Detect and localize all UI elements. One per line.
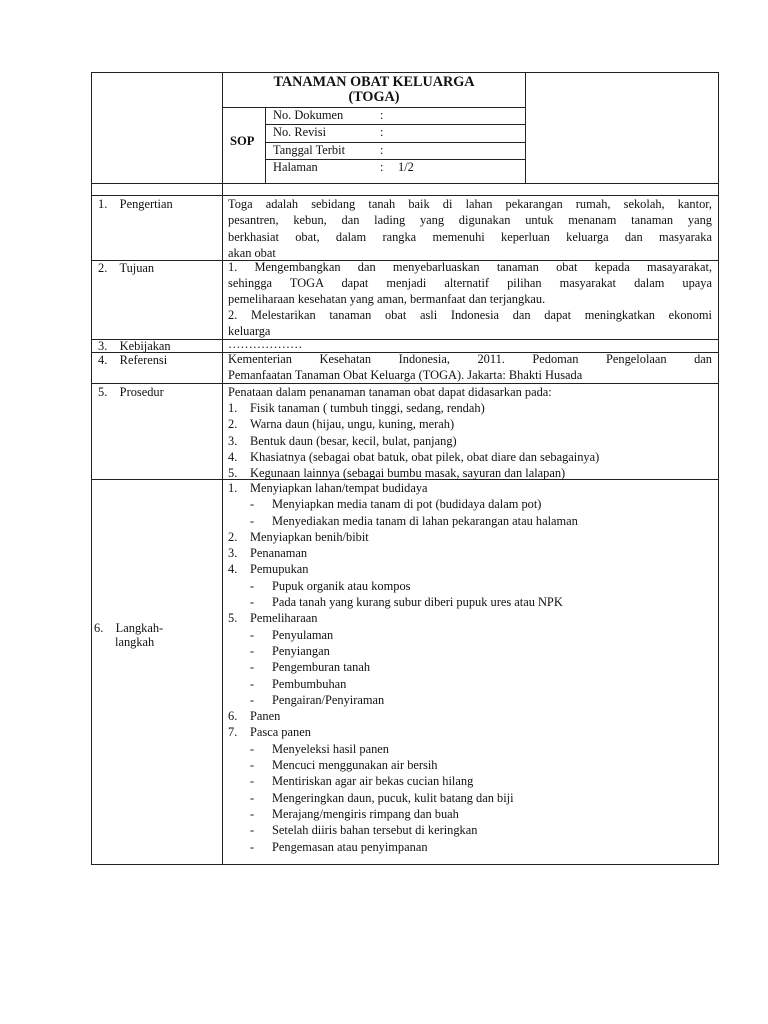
referensi-body xyxy=(228,352,712,383)
body-line: 1. Mengembangkan dan menyebarluaskan tanaman obat kepada masayarakat, xyxy=(228,260,712,274)
langkah-list xyxy=(228,480,712,855)
separator-tujuan xyxy=(91,339,718,340)
list-item xyxy=(228,480,712,496)
item-text: Mencuci menggunakan air bersih xyxy=(272,758,438,773)
section-label-line-2: langkah xyxy=(115,635,155,649)
item-number: 5. xyxy=(228,611,238,626)
item-bullet: - xyxy=(250,790,255,805)
sub-list-item xyxy=(228,643,712,659)
sub-list-item xyxy=(228,757,712,773)
field-value: 1/2 xyxy=(398,160,414,174)
item-text: Pembumbuhan xyxy=(272,676,347,691)
item-text: Penanaman xyxy=(250,546,308,561)
list-item xyxy=(228,545,712,561)
item-text: Warna daun (hijau, ungu, kuning, merah) xyxy=(250,417,455,432)
item-text: Menyediakan media tanam di lahan pekarangan atau halaman xyxy=(272,513,578,528)
body-line: Kementerian Kesehatan Indonesia, 2011. Pedoman Pengelolaan dan xyxy=(228,352,712,366)
field-label: No. Dokumen xyxy=(273,108,344,122)
item-text: Penyulaman xyxy=(272,627,334,642)
sub-list-item xyxy=(228,839,712,855)
item-bullet: - xyxy=(250,660,255,675)
item-bullet: - xyxy=(250,692,255,707)
field-sep: : xyxy=(380,143,384,157)
item-bullet: - xyxy=(250,513,255,528)
sub-list-item xyxy=(228,594,712,610)
item-text: Menyiapkan media tanam di pot (budidaya dalam pot) xyxy=(272,497,542,512)
item-bullet: - xyxy=(250,774,255,789)
title-line-2: (TOGA) xyxy=(348,89,400,105)
item-bullet: - xyxy=(250,578,255,593)
section-label-kebijakan: 3. Kebijakan xyxy=(98,339,171,353)
body-line: pemeliharaan kesehatan yang aman, bermanfaat dan terjangkau. xyxy=(228,292,546,306)
sub-list-item xyxy=(228,496,712,512)
sop-label: SOP xyxy=(230,134,255,148)
item-text: Pada tanah yang kurang subur diberi pupuk ures atau NPK xyxy=(272,595,563,610)
item-text: Pemeliharaan xyxy=(250,611,318,626)
item-number: 5. xyxy=(228,466,238,481)
field-label: Halaman xyxy=(273,160,318,174)
item-number: 1. xyxy=(228,481,238,495)
sub-list-item xyxy=(228,773,712,789)
list-item xyxy=(228,708,712,724)
table-border-top xyxy=(91,72,718,73)
item-number: 4. xyxy=(228,562,238,577)
item-bullet: - xyxy=(250,643,255,658)
prosedur-intro: Penataan dalam penanaman tanaman obat dapat didasarkan pada: xyxy=(228,385,552,399)
item-number: 3. xyxy=(228,546,238,561)
field-sep: : xyxy=(380,125,384,139)
sub-list-item xyxy=(228,578,712,594)
sub-list-item xyxy=(228,822,712,838)
sub-list-item xyxy=(228,513,712,529)
item-text: Pemupukan xyxy=(250,562,309,577)
section-label-prosedur: 5. Prosedur xyxy=(98,385,164,399)
list-item xyxy=(228,610,712,626)
list-item xyxy=(228,561,712,577)
sub-list-item xyxy=(228,692,712,708)
list-item xyxy=(228,529,712,545)
item-text: Bentuk daun (besar, kecil, bulat, panjang) xyxy=(250,433,457,448)
document-title xyxy=(222,75,526,105)
field-sep: : xyxy=(380,160,384,174)
item-text: Pengemasan atau penyimpanan xyxy=(272,839,428,854)
item-number: 6. xyxy=(228,709,238,724)
item-text: Fisik tanaman ( tumbuh tinggi, sedang, rendah) xyxy=(250,401,485,415)
body-line: Pemanfaatan Tanaman Obat Keluarga (TOGA). Jakarta: Bhakti Husada xyxy=(228,367,583,382)
item-text: Mentiriskan agar air bekas cucian hilang xyxy=(272,774,474,789)
item-bullet: - xyxy=(250,497,255,512)
item-text: Pasca panen xyxy=(250,725,311,740)
tujuan-body xyxy=(228,259,712,339)
list-item xyxy=(228,449,712,465)
item-bullet: - xyxy=(250,741,255,756)
item-number: 4. xyxy=(228,449,238,464)
item-text: Menyiapkan lahan/tempat budidaya xyxy=(250,481,428,495)
section-label-tujuan: 2. Tujuan xyxy=(98,261,155,275)
pengertian-body xyxy=(228,196,712,261)
item-text: Penyiangan xyxy=(272,643,330,658)
section-label-line-1: 6. Langkah- xyxy=(94,621,164,635)
item-text: Pengemburan tanah xyxy=(272,660,371,675)
item-text: Kegunaan lainnya (sebagai bumbu masak, sayuran dan lalapan) xyxy=(250,466,566,481)
item-text: Merajang/mengiris rimpang dan buah xyxy=(272,806,459,821)
body-line: 2. Melestarikan tanaman obat asli Indonesia dan dapat meningkatkan ekonomi xyxy=(228,308,712,322)
body-line: Toga adalah sebidang tanah baik di lahan pekarangan rumah, sekolah, kantor, xyxy=(228,197,712,211)
body-line: sehingga TOGA dapat menjadi alternatif pilihan masyarakat dalam upaya xyxy=(228,276,712,290)
body-line: keluarga xyxy=(228,324,271,338)
column-divider xyxy=(222,72,223,865)
sub-list-item xyxy=(228,741,712,757)
item-text: Pupuk organik atau kompos xyxy=(272,578,411,593)
item-number: 2. xyxy=(228,417,238,432)
title-bottom-line xyxy=(222,107,526,108)
item-number: 1. xyxy=(228,401,238,415)
item-text: Khasiatnya (sebagai obat batuk, obat pilek, obat diare dan sebagainya) xyxy=(250,449,600,464)
table-border-right xyxy=(718,72,719,865)
sub-list-item xyxy=(228,790,712,806)
list-item xyxy=(228,416,712,432)
field-label: No. Revisi xyxy=(273,125,327,139)
item-text: Menyeleksi hasil panen xyxy=(272,741,389,756)
table-border-bottom xyxy=(91,864,718,865)
item-text: Panen xyxy=(250,709,281,724)
field-sep: : xyxy=(380,108,384,122)
prosedur-list xyxy=(228,400,712,481)
field-label: Tanggal Terbit xyxy=(273,143,346,157)
item-bullet: - xyxy=(250,627,255,642)
item-text: Menyiapkan benih/bibit xyxy=(250,529,369,544)
sub-list-item xyxy=(228,659,712,675)
table-border-left xyxy=(91,72,92,865)
section-label-pengertian: 1. Pengertian xyxy=(98,197,173,211)
title-line-1: TANAMAN OBAT KELUARGA xyxy=(273,74,475,90)
item-bullet: - xyxy=(250,676,255,691)
item-bullet: - xyxy=(250,806,255,821)
header-bottom-line xyxy=(91,183,718,184)
item-text: Setelah diiris bahan tersebut di keringkan xyxy=(272,823,478,838)
item-bullet: - xyxy=(250,595,255,610)
body-line: berkhasiat obat, dalam rangka memenuhi keperluan keluarga dan masyaraka xyxy=(228,229,712,244)
sub-list-item xyxy=(228,806,712,822)
item-number: 2. xyxy=(228,529,238,544)
body-line: akan obat xyxy=(228,245,276,260)
list-item xyxy=(228,724,712,740)
item-bullet: - xyxy=(250,839,255,854)
sub-list-item xyxy=(228,627,712,643)
body-line: pesantren, kebun, dan lading yang digunakan untuk menanam tanaman yang xyxy=(228,213,712,228)
item-text: Pengairan/Penyiraman xyxy=(272,692,385,707)
item-number: 7. xyxy=(228,725,238,740)
list-item xyxy=(228,400,712,416)
item-bullet: - xyxy=(250,823,255,838)
kebijakan-body: ……………… xyxy=(228,337,303,351)
sub-list-item xyxy=(228,676,712,692)
item-bullet: - xyxy=(250,758,255,773)
item-number: 3. xyxy=(228,433,238,448)
item-text: Mengeringkan daun, pucuk, kulit batang dan biji xyxy=(272,790,514,805)
section-label-referensi: 4. Referensi xyxy=(98,353,168,367)
list-item xyxy=(228,433,712,449)
sop-divider xyxy=(265,107,266,183)
